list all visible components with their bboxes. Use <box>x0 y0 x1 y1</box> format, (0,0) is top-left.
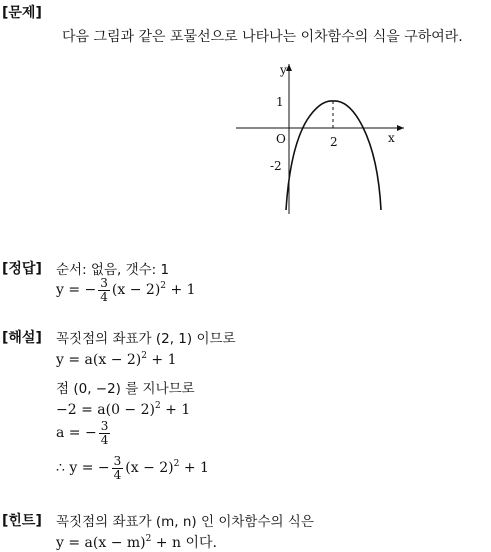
x-axis-arrow <box>397 125 404 131</box>
answer-frac-den: 4 <box>100 289 108 304</box>
y-axis-arrow <box>286 64 292 71</box>
hint-line2 <box>56 532 217 552</box>
solution-line6-num: 3 <box>113 454 122 468</box>
x-tick-2: 2 <box>330 135 338 149</box>
solution-line4-exp: 2 <box>154 401 161 411</box>
solution-line6-tail: + 1 <box>179 460 209 477</box>
hint-line2-main: y = a(x − m) <box>56 535 146 551</box>
solution-line4-main: −2 = a(0 − 2) <box>56 402 155 418</box>
parabola-graph <box>236 60 406 215</box>
solution-line5-den: 4 <box>100 432 109 447</box>
solution-line6-rest: (x − 2) <box>125 460 174 477</box>
answer-meta: 순서: 없음, 갯수: 1 <box>56 262 170 278</box>
solution-line6 <box>56 455 209 481</box>
parabola-curve <box>286 101 381 210</box>
solution-line6-fraction <box>112 455 124 481</box>
answer-equation <box>56 277 196 303</box>
answer-exp: 2 <box>160 281 167 292</box>
solution-line1: 꼭짓점의 좌표가 (2, 1) 이므로 <box>56 331 236 347</box>
problem-tag: [문제] <box>2 5 42 21</box>
answer-eq-rest: (x − 2) <box>111 282 161 299</box>
solution-line2 <box>56 352 177 368</box>
hint-tag: [힌트] <box>2 513 42 529</box>
answer-eq-tail: + 1 <box>166 282 196 299</box>
y-tick-neg2: -2 <box>270 159 282 173</box>
solution-line5-lhs: a = − <box>56 425 97 442</box>
x-axis-label: x <box>388 131 395 145</box>
answer-tag: [정답] <box>2 261 42 277</box>
answer-fraction <box>98 277 110 303</box>
solution-line5 <box>56 420 112 446</box>
y-axis-label: y <box>280 63 287 77</box>
y-tick-1: 1 <box>276 95 284 109</box>
solution-line2-tail: + 1 <box>146 352 177 368</box>
hint-line2-tail: + n 이다. <box>151 535 217 551</box>
solution-line5-fraction <box>99 420 111 446</box>
solution-line3: 점 (0, −2) 를 지나므로 <box>56 381 195 397</box>
solution-line6-exp: 2 <box>173 459 180 470</box>
solution-line6-lhs: ∴ y = − <box>56 460 110 477</box>
solution-line5-num: 3 <box>100 419 109 433</box>
hint-line1: 꼭짓점의 좌표가 (m, n) 인 이차함수의 식은 <box>56 514 314 530</box>
solution-line6-den: 4 <box>113 467 122 482</box>
solution-line2-main: y = a(x − 2) <box>56 352 142 368</box>
answer-eq-lhs: y = − <box>56 282 97 299</box>
origin-label: O <box>276 132 286 146</box>
answer-frac-num: 3 <box>100 276 108 290</box>
solution-line4 <box>56 402 190 418</box>
hint-line2-exp: 2 <box>145 534 152 544</box>
solution-line4-tail: + 1 <box>160 402 191 418</box>
solution-line2-exp: 2 <box>141 351 147 361</box>
problem-text: 다음 그림과 같은 포물선으로 나타나는 이차함수의 식을 구하여라. <box>62 29 463 45</box>
solution-tag: [해설] <box>2 330 42 346</box>
